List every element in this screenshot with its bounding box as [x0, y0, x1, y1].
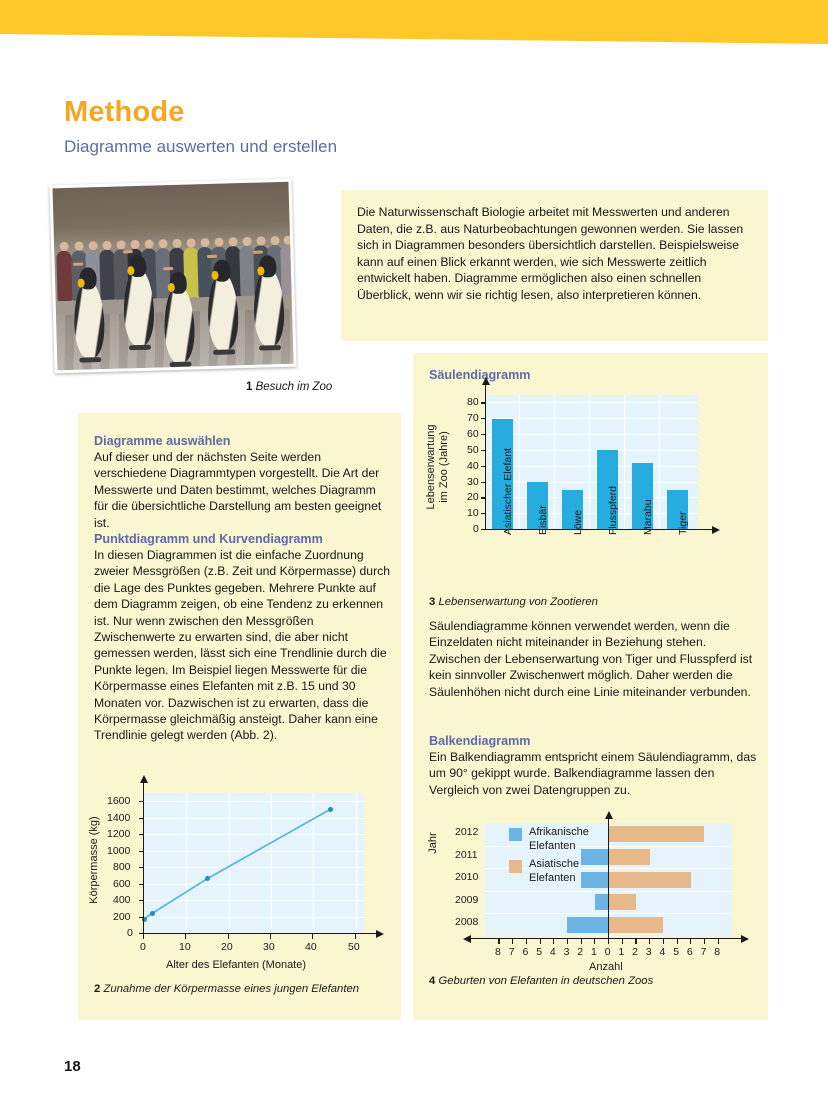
fig3-y-axis-label: [425, 407, 451, 527]
fig2-ytick: 1600: [107, 795, 131, 808]
page-subtitle: Diagramme auswerten und erstellen: [64, 137, 338, 156]
fig4-xtick-left: 6: [522, 946, 529, 958]
fig4-xtick-left: 7: [508, 946, 515, 958]
fig4-xtick-right: 1: [618, 946, 625, 958]
zoo-photo-image: [53, 182, 294, 371]
section-heading-saeulendiagramm: Säulendiagramm: [429, 368, 531, 382]
fig4-bar-afrikanische: [581, 872, 608, 888]
fig2-ytick: 1400: [107, 811, 131, 824]
fig3-category-label: Flusspferd: [607, 485, 619, 535]
penguin: [207, 273, 239, 352]
fig4-xtick-left: 1: [591, 946, 597, 958]
fig3-caption: [429, 596, 598, 608]
fig4-xtick-right: 2: [632, 946, 638, 958]
section-body: In diesen Diagrammen ist die einfache Zuordnung zweier Messgrößen (z.B. Zeit und Körpermasse) durch die Lage des Punktes gegeben. Mehrere Punkte auf dem Diagramm zeigen, ob eine Tendenz zu erkennen ist. Nur wenn zwischen den Messgrößen Zwischenwerte zu erwarten sind, die aber nicht gemessen werden, lässt sich eine Trendlinie durch die Punkte legen. Im Beispiel liegen Messwerte für die Körpermasse eines Elefanten mit z.B. 15 und 30 Monaten vor. Dazwischen ist zu erwarten, dass die Körpermasse gleichmäßig ansteigt. Daher kann eine Trendlinie gelegt werden (Abb. 2).: [94, 548, 390, 743]
fig4-xtick-left: 3: [563, 946, 570, 958]
fig3-category-label: Eisbär: [537, 505, 549, 535]
fig4-year-label: 2010: [455, 871, 479, 884]
fig4-xtick-zero: 0: [604, 946, 611, 958]
fig2-ytick: 800: [113, 861, 131, 874]
fig2-xtick: 0: [140, 941, 146, 953]
fig4-x-axis-arrow-right: [741, 935, 749, 943]
fig4-bar-afrikanische: [567, 917, 608, 933]
fig3-ytick: 80: [467, 396, 479, 409]
penguin: [73, 280, 105, 359]
fig3-caption-number: 3: [429, 596, 436, 608]
left-content-panel: [78, 413, 401, 1020]
fig2-xtick: 30: [263, 941, 275, 953]
fig4-bar-asiatische: [609, 917, 664, 933]
fig2-plot-area: [144, 793, 364, 933]
fig3-y-axis-arrow: [482, 377, 490, 385]
fig3-category-label: Tiger: [677, 511, 689, 535]
fig2-caption: [94, 983, 359, 995]
fig2-ytick: 1200: [107, 828, 131, 841]
fig4-xtick-right: 8: [714, 946, 721, 958]
penguin: [253, 268, 285, 347]
photo-caption-text: Besuch im Zoo: [255, 381, 333, 393]
fig2-xtick: 20: [221, 941, 233, 953]
section-body-saeulendiagramm: Säulendiagramme können verwendet werden, wenn die Einzeldaten nicht miteinander in Beziehung stehen. Zwischen der Lebenserwartung von Tiger und Flusspferd ist kein sinnvoller Zwischenwert möglich. Daher werden die Säulenhöhen nicht durch eine Linie miteinander verbunden.: [429, 619, 753, 699]
section-punktdiagramm: [94, 532, 394, 744]
fig3-ytick: 10: [467, 507, 479, 520]
fig4-caption-text: Geburten von Elefanten in deutschen Zoos: [438, 975, 654, 987]
fig4-y-axis-label: Jahr: [427, 832, 439, 854]
fig3-y-axis: [485, 383, 486, 529]
fig2-y-axis: [143, 781, 144, 933]
fig4-legend-swatch-afrikanische: [509, 828, 522, 841]
section-heading: Punktdiagramm und Kurvendiagramm: [94, 532, 323, 546]
fig2-y-axis-label: Körpermasse (kg): [88, 816, 100, 904]
section-diagramme-auswaehlen: [94, 434, 389, 531]
fig2-ytick: 200: [113, 910, 131, 923]
fig2-xtick: 40: [305, 941, 317, 953]
fig4-bar-afrikanische: [595, 894, 609, 910]
chart-fig4-geburten: [429, 821, 759, 981]
fig3-y-axis-label-line1: Lebenserwartung: [425, 424, 437, 510]
section-body: Ein Balkendiagramm entspricht einem Säulendiagramm, das um 90° gekippt wurde. Balkendiagramme lassen den Vergleich von zwei Datengruppen zu.: [429, 750, 757, 797]
fig2-caption-text: Zunahme der Körpermasse eines jungen Elefanten: [103, 983, 360, 995]
fig2-xtick: 50: [348, 941, 360, 953]
fig3-ytick: 60: [467, 428, 479, 441]
fig3-y-axis-label-line2: im Zoo (Jahre): [438, 431, 450, 503]
section-body: Auf dieser und der nächsten Seite werden verschiedene Diagrammtypen vorgestellt. Die Art der Messwerte und Daten bestimmt, welches Diagramm für die übersichtliche Darstellung am besten geeignet ist.: [94, 450, 382, 530]
fig2-x-axis-label: Alter des Elefanten (Monate): [166, 959, 307, 971]
fig3-ytick: 30: [467, 475, 479, 488]
photo-caption-number: 1: [246, 381, 253, 393]
fig4-year-label: 2011: [455, 848, 478, 861]
fig4-xtick-right: 3: [645, 946, 652, 958]
fig3-ytick: 0: [473, 523, 479, 535]
fig4-bar-asiatische: [609, 826, 705, 842]
section-heading: Balkendiagramm: [429, 734, 531, 748]
fig2-caption-number: 2: [94, 983, 101, 995]
fig2-ytick: 600: [113, 877, 131, 890]
fig4-year-label: 2008: [455, 916, 479, 929]
fig4-legend-swatch-asiatische: [509, 860, 522, 873]
fig4-xtick-right: 7: [700, 946, 707, 958]
fig4-xtick-right: 5: [673, 946, 680, 958]
chart-fig3-lebenserwartung: [425, 389, 759, 604]
fig4-center-axis: [608, 817, 609, 938]
top-banner: [0, 0, 828, 48]
fig4-center-axis-arrow: [605, 811, 613, 819]
fig4-xtick-left: 4: [549, 946, 556, 958]
fig4-legend-label-asiatische: Asiatische Elefanten: [529, 858, 580, 884]
fig4-x-axis-arrow-left: [463, 935, 471, 943]
fig2-trendline: [144, 793, 364, 933]
fig2-data-point: [150, 911, 155, 916]
zoo-photo: [49, 179, 296, 374]
right-content-panel: [413, 353, 768, 1020]
fig2-x-axis-arrow: [376, 930, 384, 938]
intro-text: Die Naturwissenschaft Biologie arbeitet mit Messwerten und anderen Daten, die z.B. aus Naturbeobachtungen gewonnen werden. Sie lassen sich in Diagrammen besonders übersichtlich darstellen. Beispielsweise kann auf einen Blick erkannt werden, wie sich Messwerte zeitlich entwickelt haben. Diagramme ermöglichen also einen schnellen Überblick, wenn wir sie richtig lesen, also interpretieren können.: [357, 205, 744, 302]
fig3-plot-area: [486, 395, 698, 529]
penguin: [163, 285, 195, 364]
fig2-xtick: 10: [179, 941, 191, 953]
fig3-caption-text: Lebenserwartung von Zootieren: [438, 596, 598, 608]
penguin: [123, 268, 155, 347]
fig4-xtick-right: 6: [686, 946, 693, 958]
fig4-caption: [429, 975, 653, 987]
fig4-xtick-left: 5: [536, 946, 543, 958]
fig4-bar-asiatische: [609, 849, 650, 865]
fig3-ytick: 70: [467, 412, 479, 425]
section-balkendiagramm: [429, 734, 759, 798]
fig2-ytick: 0: [127, 927, 133, 939]
fig4-xtick-left: 8: [495, 946, 501, 958]
fig4-caption-number: 4: [429, 975, 436, 987]
fig2-x-axis: [143, 933, 376, 934]
page-title: Methode: [64, 96, 185, 128]
fig4-legend-label-afrikanische: Afrikanische Elefanten: [529, 826, 589, 852]
fig4-year-label: 2009: [455, 893, 479, 906]
section-heading: Diagramme auswählen: [94, 434, 231, 448]
fig3-category-label: Löwe: [572, 509, 584, 535]
fig4-xtick-left: 2: [577, 946, 584, 958]
fig4-x-axis-label: Anzahl: [589, 961, 623, 973]
fig3-ytick: 20: [467, 491, 479, 504]
fig3-x-axis-arrow: [712, 526, 720, 534]
fig4-xtick-right: 4: [659, 946, 666, 958]
fig3-category-label: Marabu: [642, 499, 654, 535]
fig3-ytick: 50: [467, 443, 479, 456]
fig4-year-label: 2012: [455, 826, 479, 838]
intro-panel: [341, 190, 768, 341]
fig2-data-point: [328, 807, 333, 812]
fig2-y-axis-arrow: [140, 775, 148, 783]
page-number: 18: [64, 1058, 81, 1075]
fig3-ytick: 40: [467, 459, 479, 472]
fig4-bar-asiatische: [609, 894, 636, 910]
fig3-category-label: Asiatischer Elefant: [502, 448, 514, 535]
chart-fig2-koerpermasse: [88, 789, 394, 1004]
photo-caption: [246, 381, 332, 393]
fig2-ytick: 1000: [107, 844, 131, 857]
fig4-bar-asiatische: [609, 872, 691, 888]
fig2-ytick: 400: [113, 894, 131, 907]
